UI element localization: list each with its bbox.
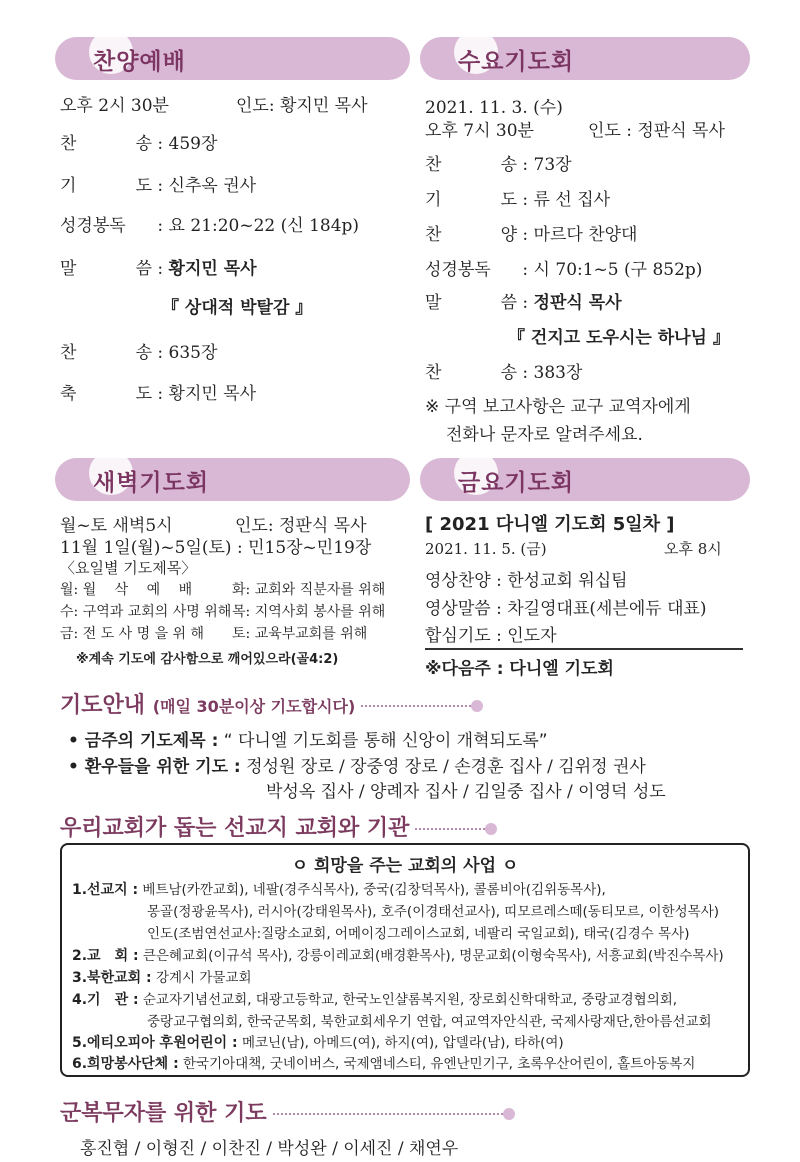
wednesday-note: 전화나 문자로 알려주세요. — [446, 425, 643, 445]
dawn-topics-heading: 〈요일별 기도제목〉 — [60, 559, 197, 577]
sunday-item: 축 도 : 황지민 목사 — [60, 384, 257, 404]
wednesday-date: 2021. 11. 3. (수) — [425, 98, 563, 118]
dotted-line — [415, 828, 485, 830]
friday-time: 오후 8시 — [664, 540, 722, 558]
dawn-topic: 수: 구역과 교회의 사명 위해 — [60, 604, 232, 620]
sunday-header — [55, 37, 410, 80]
missions-heading: 우리교회가 돕는 선교지 교회와 기관 — [60, 811, 497, 842]
wednesday-title: 수요기도회 — [458, 49, 575, 75]
decor-dot — [471, 700, 483, 712]
wednesday-item: 찬 송 : 383장 — [425, 363, 583, 383]
wednesday-item: 찬 송 : 73장 — [425, 155, 572, 175]
dawn-topic: 화: 교회와 직분자를 위해 — [232, 582, 386, 598]
dawn-verse: ※계속 기도에 감사함으로 깨어있으라(골4:2) — [76, 652, 339, 667]
mission-row: 인도(조범연선교사:질랑소교회, 어메이징그레이스교회, 네팔리 국일교회), 태국(김경수 목사) — [147, 926, 690, 942]
dawn-title: 새벽기도회 — [93, 470, 210, 496]
dotted-line — [273, 1113, 503, 1115]
mission-row: 3.북한교회 : 강계시 가물교회 — [72, 970, 252, 986]
wednesday-time: 오후 7시 30분 — [425, 121, 534, 141]
friday-date: 2021. 11. 5. (금) — [425, 540, 547, 558]
dawn-header — [55, 458, 410, 501]
mission-row: 4.기 관 : 순교자기념선교회, 대광고등학교, 한국노인샬롬복지원, 장로회신학대학교, 중랑교경협의회, — [72, 992, 678, 1008]
dotted-line — [361, 705, 471, 707]
friday-item: 영상말씀 : 차길영대표(세븐에듀 대표) — [425, 599, 707, 619]
sunday-sermon-title: 『 상대적 박탈감 』 — [162, 298, 313, 318]
wednesday-item: 말 씀 : 정판식 목사 — [425, 293, 622, 313]
military-names: 홍진협 / 이형진 / 이찬진 / 박성완 / 이세진 / 채연우 — [80, 1139, 459, 1159]
sunday-item: 말 씀 : 황지민 목사 — [60, 259, 257, 279]
dawn-topic: 월: 월 삭 예 배 — [60, 582, 193, 598]
wednesday-sermon-title: 『 건지고 도우시는 하나님 』 — [508, 328, 730, 348]
prayer-guide-heading: 기도안내 (매일 30분이상 기도합시다) — [60, 688, 483, 719]
friday-next-week: ※다음주 : 다니엘 기도회 — [425, 659, 614, 679]
dawn-topic: 토: 교육부교회를 위해 — [232, 626, 368, 642]
wednesday-item: 기 도 : 류 선 집사 — [425, 190, 611, 210]
friday-item: 영상찬양 : 한성교회 워십팀 — [425, 571, 628, 591]
sunday-item: 기 도 : 신추옥 권사 — [60, 176, 257, 196]
missions-box-title: ㅇ 희망을 주는 교회의 사업 ㅇ — [291, 856, 519, 876]
friday-header — [420, 458, 750, 501]
wednesday-leader: 인도 : 정판식 목사 — [588, 121, 725, 141]
sunday-leader: 인도: 황지민 목사 — [236, 96, 368, 116]
prayer-topic: • 금주의 기도제목 : “ 다니엘 기도회를 통해 신앙이 개혁되도록” — [68, 731, 548, 751]
sunday-item: 성경봉독 : 요 21:20~22 (신 184p) — [60, 216, 360, 236]
dawn-topic: 금: 전 도 사 명 을 위 해 — [60, 626, 205, 642]
dawn-time: 월~토 새벽5시 — [60, 516, 173, 536]
dawn-leader: 인도: 정판식 목사 — [235, 516, 367, 536]
wednesday-item: 찬 양 : 마르다 찬양대 — [425, 225, 638, 245]
wednesday-item: 성경봉독 : 시 70:1~5 (구 852p) — [425, 260, 703, 280]
dawn-topic: 목: 지역사회 봉사를 위해 — [232, 604, 386, 620]
mission-row: 중랑교구협의회, 한국군목회, 북한교회세우기 연합, 여교역자안식관, 국제사랑재단,한아름선교회 — [147, 1014, 712, 1030]
mission-row: 2.교 회 : 큰은혜교회(이규석 목사), 강릉이레교회(배경환목사), 명문교회(이형숙목사), 서흥교회(박진수목사) — [72, 948, 724, 964]
sunday-title: 찬양예배 — [93, 49, 186, 75]
friday-item: 합심기도 : 인도자 — [425, 626, 557, 646]
sunday-item: 찬 송 : 459장 — [60, 134, 218, 154]
wednesday-header — [420, 37, 750, 80]
mission-row: 몽골(정광윤목사), 러시아(강태원목사), 호주(이경태선교사), 띠모르레스떼(동티모르, 이한성목사) — [147, 904, 720, 920]
decor-dot — [503, 1108, 515, 1120]
friday-title: 금요기도회 — [458, 470, 575, 496]
sunday-time: 오후 2시 30분 — [60, 96, 169, 116]
prayer-sick-2: 박성옥 집사 / 양례자 집사 / 김일중 집사 / 이영덕 성도 — [266, 782, 666, 802]
decor-dot — [485, 823, 497, 835]
dawn-schedule: 11월 1일(월)~5일(토) : 민15장~민19장 — [60, 538, 372, 558]
divider — [425, 648, 743, 650]
military-heading: 군복무자를 위한 기도 — [60, 1096, 515, 1127]
mission-row: 6.희망봉사단체 : 한국기아대책, 굿네이버스, 국제앰네스티, 유엔난민기구, 초록우산어린이, 홀트아동복지 — [72, 1056, 696, 1072]
mission-row: 1.선교지 : 베트남(카깐교회), 네팔(경주식목사), 중국(김창덕목사), 콜롬비아(김위동목사), — [72, 882, 606, 898]
wednesday-note: ※ 구역 보고사항은 교구 교역자에게 — [425, 397, 691, 417]
sunday-item: 찬 송 : 635장 — [60, 343, 218, 363]
mission-row: 5.에티오피아 후원어린이 : 메코닌(남), 아메드(여), 하지(여), 압델라(남), 타하(여) — [72, 1035, 564, 1051]
friday-headline: [ 2021 다니엘 기도회 5일차 ] — [425, 514, 675, 535]
prayer-sick: • 환우들을 위한 기도 : 정성원 장로 / 장중영 장로 / 손경훈 집사 / 김위정 권사 — [68, 757, 646, 777]
